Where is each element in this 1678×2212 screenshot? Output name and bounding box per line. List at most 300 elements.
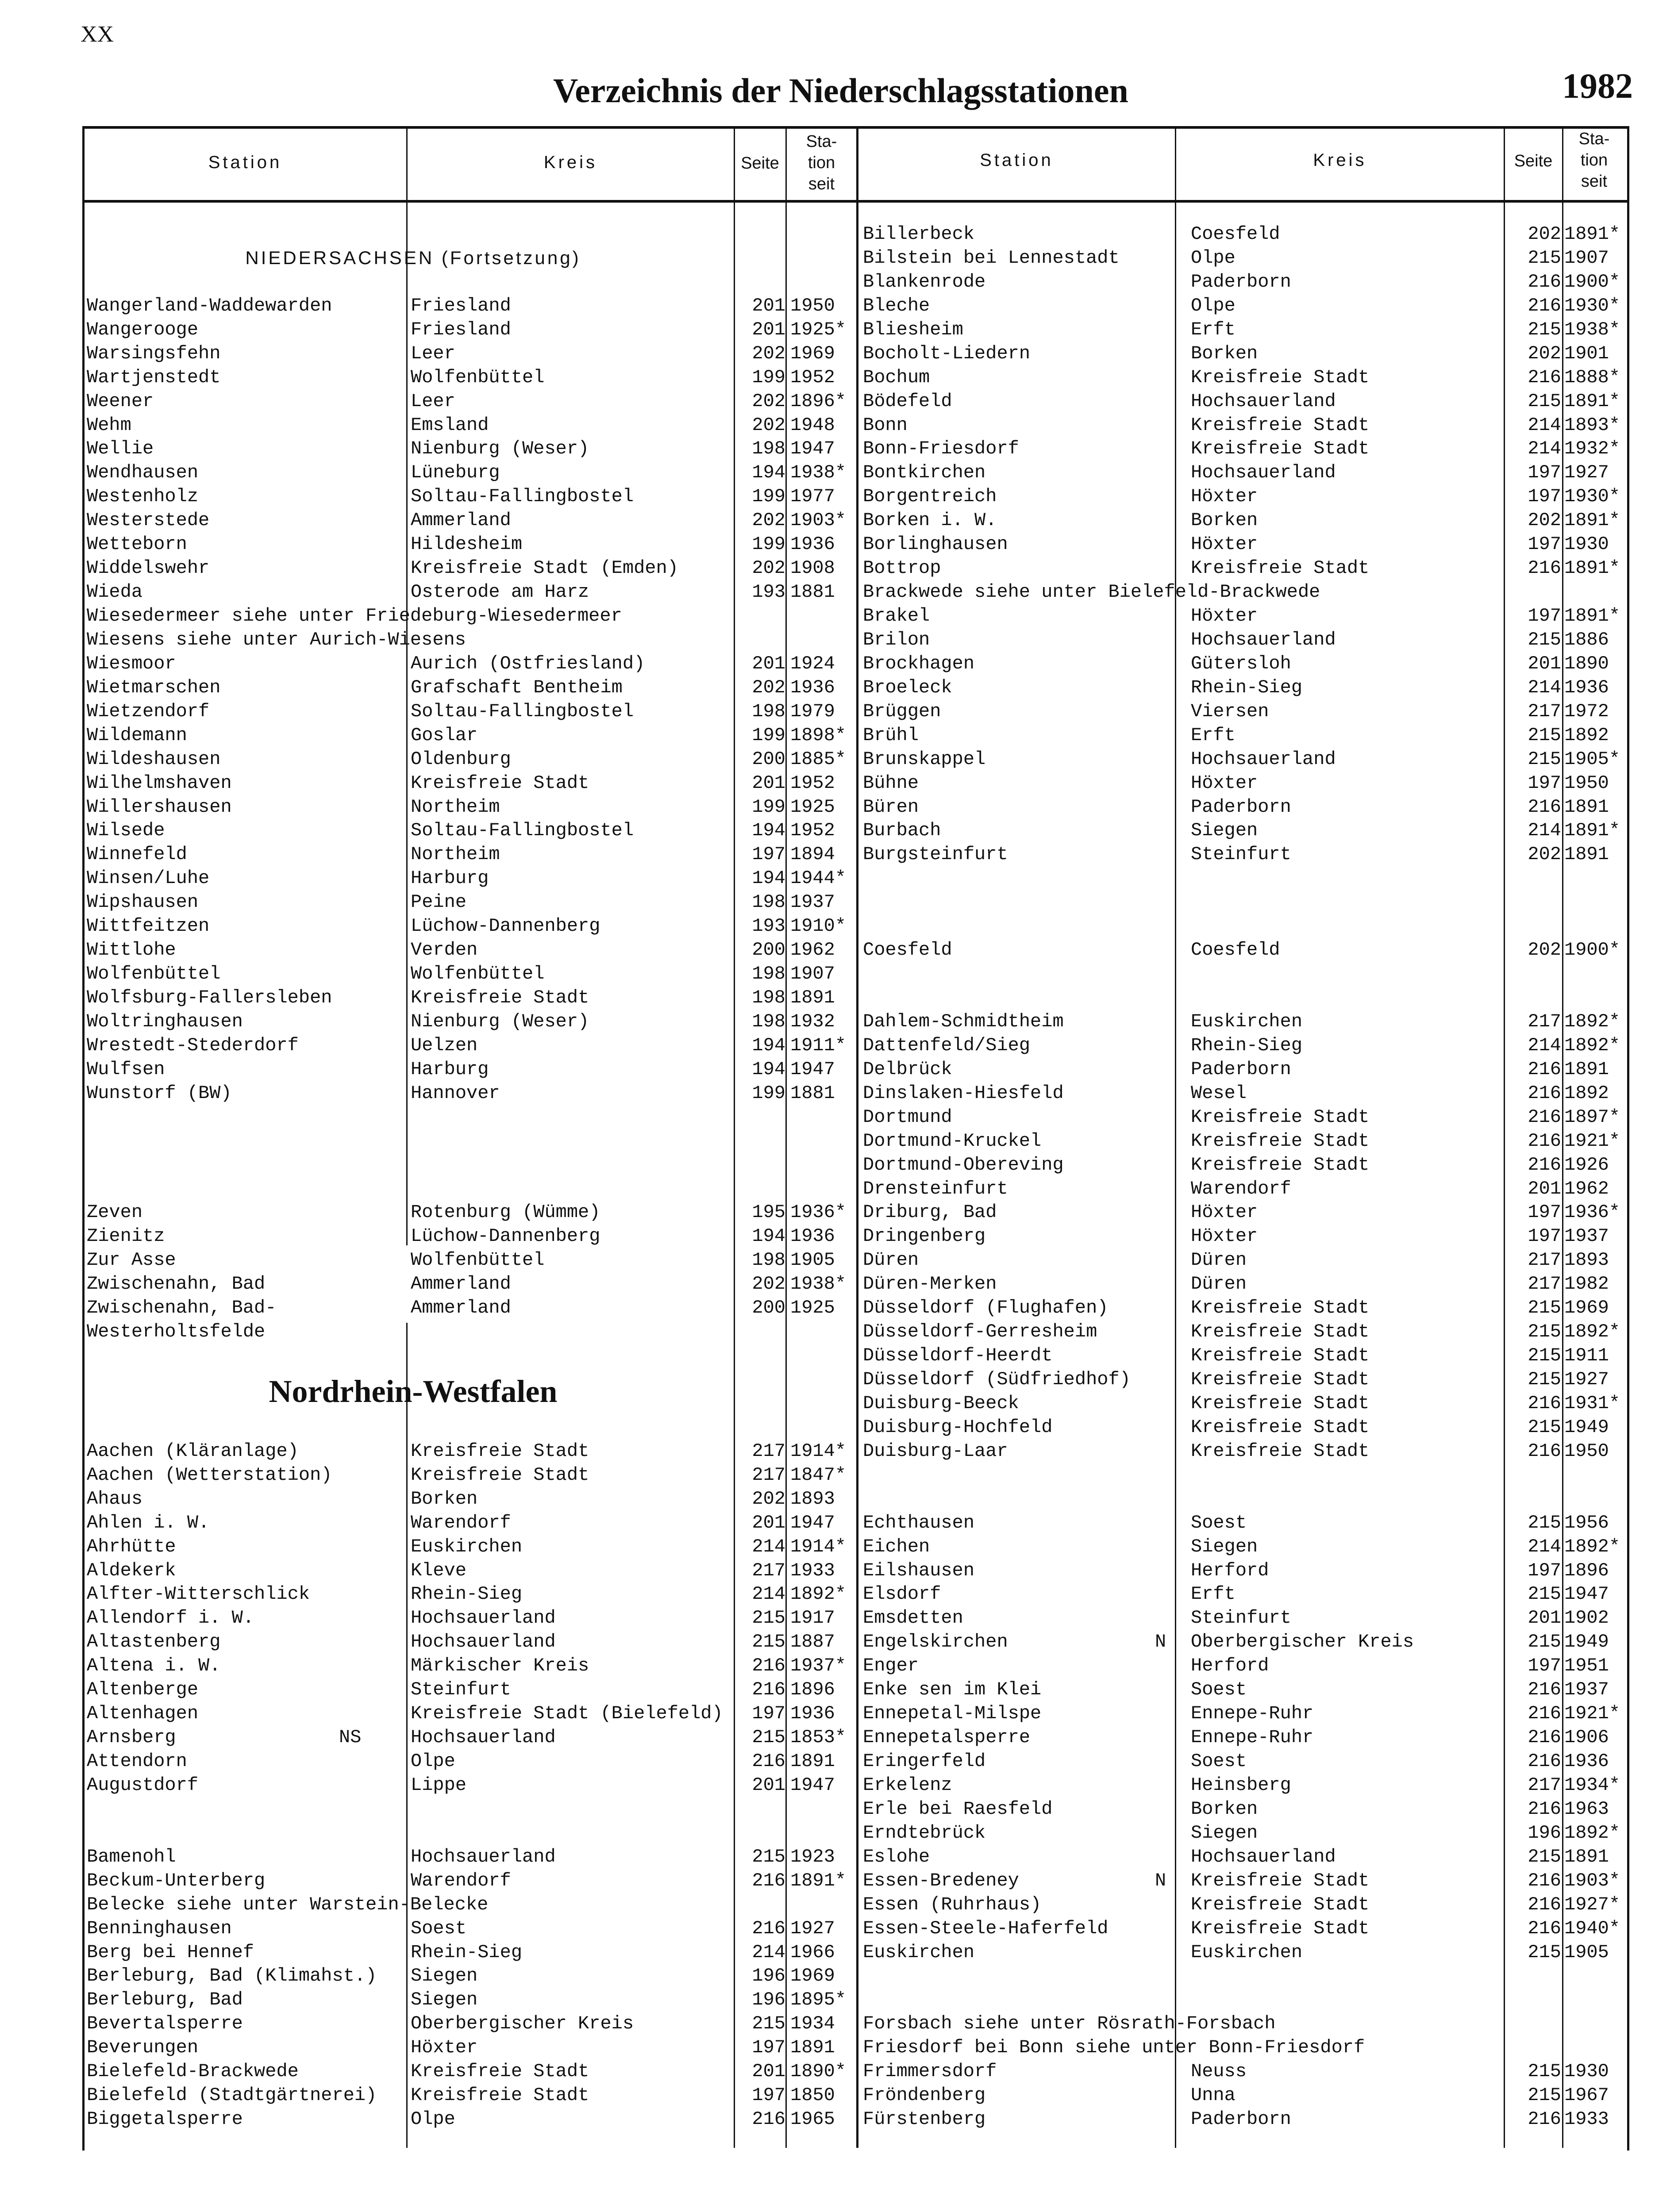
station-name: Düren [863, 1249, 919, 1271]
kreis-name: Kreisfreie Stadt [1191, 1345, 1370, 1367]
table-row [87, 484, 854, 508]
table-row [863, 1439, 1624, 1463]
page-ref: 202 [752, 557, 785, 579]
station-since-year: 1936 [790, 1225, 835, 1247]
page-year: 1982 [1562, 67, 1633, 106]
blank-row [863, 1487, 1624, 1511]
station-name: Wildeshausen [87, 748, 221, 770]
page-ref: 217 [1528, 1010, 1561, 1032]
station-name: Essen (Ruhrhaus) [863, 1893, 1042, 1915]
page-ref: 215 [1528, 319, 1561, 340]
station-since-year: 1891* [1564, 820, 1620, 841]
station-name: Arnsberg [87, 1727, 176, 1748]
station-name: Brüggen [863, 700, 941, 722]
table-row [87, 365, 854, 389]
kreis-name: Kreisfreie Stadt [411, 1440, 589, 1462]
station-name: Berleburg, Bad (Klimahst.) [87, 1965, 377, 1987]
table-row [863, 1224, 1624, 1248]
kreis-name: Hochsauerland [411, 1631, 556, 1653]
table-row [863, 318, 1624, 342]
station-name: Erle bei Raesfeld [863, 1798, 1053, 1820]
page-ref: 215 [1528, 1416, 1561, 1438]
table-row [863, 1200, 1624, 1224]
station-name: Bonn [863, 414, 908, 436]
station-name: Aachen (Wetterstation) [87, 1464, 332, 1486]
kreis-name: Kreisfreie Stadt [411, 987, 589, 1008]
table-row [863, 1033, 1624, 1057]
station-since-year: 1914* [790, 1536, 847, 1557]
page-ref: 201 [1528, 1607, 1561, 1629]
station-name: Wiesmoor [87, 653, 176, 674]
page-ref: 216 [1528, 1917, 1561, 1939]
station-since-year: 1910* [790, 915, 847, 937]
table-row [863, 270, 1624, 294]
station-name: Aldekerk [87, 1559, 176, 1581]
kreis-name: Euskirchen [1191, 1941, 1303, 1963]
station-since-year: 1923 [790, 1846, 835, 1867]
page-ref: 215 [1528, 247, 1561, 269]
station-name: Billerbeck [863, 223, 975, 245]
table-row [87, 938, 854, 962]
page-ref: 196 [752, 1989, 785, 2011]
table-row [87, 699, 854, 723]
table-row [863, 1415, 1624, 1439]
page-ref: 201 [752, 1774, 785, 1796]
table-row [87, 866, 854, 890]
table-row [87, 1224, 854, 1248]
station-name: Wittlohe [87, 939, 176, 961]
table-row [863, 1153, 1624, 1177]
table-row [87, 413, 854, 437]
kreis-name: Steinfurt [411, 1679, 511, 1701]
station-name: Berg bei Hennef [87, 1941, 254, 1963]
station-name: Biggetalsperre [87, 2108, 243, 2130]
table-row [87, 1535, 854, 1559]
station-name: Borgentreich [863, 486, 997, 507]
station-since-year: 1892* [790, 1583, 847, 1605]
kreis-name: Rhein-Sieg [1191, 1034, 1303, 1056]
kreis-name: Kreisfreie Stadt [411, 772, 589, 794]
station-since-year: 1891 [790, 2037, 835, 2058]
station-since-year: 1936 [1564, 1751, 1609, 1772]
page-ref: 202 [752, 390, 785, 412]
station-name: Eslohe [863, 1846, 930, 1867]
station-since-year: 1905 [1564, 1941, 1609, 1963]
page-ref: 197 [1528, 1559, 1561, 1581]
blank-row [87, 270, 854, 294]
page-ref: 198 [752, 1010, 785, 1032]
station-name: Erndtebrück [863, 1822, 986, 1843]
page-ref: 201 [752, 1512, 785, 1533]
table-row [87, 1511, 854, 1535]
station-name: Bödefeld [863, 390, 952, 412]
table-row [863, 1057, 1624, 1081]
table-row [863, 1773, 1624, 1797]
station-since-year: 1926 [1564, 1154, 1609, 1175]
header-seit-line2: tion [1580, 151, 1608, 169]
station-since-year: 1896 [790, 1679, 835, 1701]
kreis-name: Northeim [411, 796, 500, 818]
station-name: Duisburg-Laar [863, 1440, 1008, 1462]
kreis-name: Höxter [1191, 605, 1258, 626]
table-row [87, 1033, 854, 1057]
station-since-year: 1934 [790, 2013, 835, 2035]
station-name: Beckum-Unterberg [87, 1870, 266, 1891]
station-since-year: 1937* [790, 1655, 847, 1677]
page-ref: 197 [1528, 1655, 1561, 1677]
station-name: Bontkirchen [863, 462, 986, 484]
station-name: Brockhagen [863, 653, 975, 674]
page-ref: 216 [1528, 1798, 1561, 1820]
station-since-year: 1892* [1564, 1010, 1620, 1032]
header-seit-line3: seit [1581, 172, 1608, 191]
kreis-name: Soltau-Fallingbostel [411, 700, 634, 722]
page-ref: 217 [1528, 1249, 1561, 1271]
station-since-year: 1972 [1564, 700, 1609, 722]
station-name: Bleche [863, 295, 930, 316]
station-since-year: 1885* [790, 748, 847, 770]
page-ref: 216 [1528, 366, 1561, 388]
kreis-name: Harburg [411, 1058, 489, 1080]
kreis-name: Northeim [411, 844, 500, 865]
table-row [863, 1916, 1624, 1940]
station-name: Wolfsburg-Fallersleben [87, 987, 332, 1008]
station-name: Wehm [87, 414, 131, 436]
station-name: Altenberge [87, 1679, 199, 1701]
page-ref: 214 [1528, 676, 1561, 698]
page-ref: 201 [752, 653, 785, 674]
blank-row [87, 1177, 854, 1201]
station-name: Düren-Merken [863, 1273, 997, 1295]
table-row [863, 2107, 1624, 2131]
header-seit-line3: seit [808, 175, 835, 193]
kreis-name: Gütersloh [1191, 653, 1291, 674]
page-ref: 216 [1528, 1893, 1561, 1915]
table-row [87, 1463, 854, 1487]
station-name: Burbach [863, 820, 941, 841]
kreis-name: Neuss [1191, 2061, 1247, 2082]
station-since-year: 1930 [1564, 2061, 1609, 2082]
blank-row [87, 1129, 854, 1153]
station-name: Dattenfeld/Sieg [863, 1034, 1031, 1056]
station-since-year: 1921* [1564, 1703, 1620, 1724]
station-name: Wolfenbüttel [87, 963, 221, 985]
station-since-year: 1952 [790, 366, 835, 388]
station-name: Wangerland-Waddewarden [87, 295, 332, 316]
kreis-name: Kreisfreie Stadt [1191, 1369, 1370, 1390]
note-mark: N [1155, 1631, 1166, 1653]
station-since-year: 1951 [1564, 1655, 1609, 1677]
page-ref: 197 [752, 2085, 785, 2106]
station-name: Wunstorf (BW) [87, 1082, 232, 1104]
station-since-year: 1850 [790, 2085, 835, 2106]
table-row [863, 938, 1624, 962]
table-row [87, 1869, 854, 1893]
page-ref: 202 [752, 1273, 785, 1295]
station-name: Driburg, Bad [863, 1202, 997, 1223]
kreis-name: Leer [411, 342, 455, 364]
blank-row [863, 1988, 1624, 2012]
table-row [863, 628, 1624, 652]
station-name: Wangerooge [87, 319, 199, 340]
kreis-name: Kleve [411, 1559, 467, 1581]
table-row [87, 842, 854, 866]
table-row [87, 747, 854, 771]
station-since-year: 1936* [1564, 1202, 1620, 1223]
table-row [87, 1057, 854, 1081]
station-name: Erkelenz [863, 1774, 952, 1796]
station-since-year: 1950 [1564, 1440, 1609, 1462]
kreis-name: Düren [1191, 1273, 1247, 1295]
station-name: Widdelswehr [87, 557, 210, 579]
page-ref: 217 [1528, 700, 1561, 722]
kreis-name: Hochsauerland [1191, 390, 1336, 412]
kreis-name: Harburg [411, 868, 489, 889]
station-since-year: 1893 [790, 1488, 835, 1509]
page-ref: 199 [752, 724, 785, 746]
table-row [863, 699, 1624, 723]
page-ref: 202 [752, 342, 785, 364]
table-row [863, 1869, 1624, 1893]
station-since-year: 1896* [790, 390, 847, 412]
blank-row [863, 986, 1624, 1010]
table-row [863, 365, 1624, 389]
kreis-name: Emsland [411, 414, 489, 436]
header-rule [82, 200, 1627, 203]
station-name: Wietzendorf [87, 700, 210, 722]
station-since-year: 1936* [790, 1202, 847, 1223]
station-since-year: 1921* [1564, 1130, 1620, 1152]
page-ref: 215 [1528, 1631, 1561, 1653]
station-name: Westerstede [87, 510, 210, 531]
station-name: Bühne [863, 772, 919, 794]
station-since-year: 1937 [1564, 1679, 1609, 1701]
station-since-year: 1933 [1564, 2108, 1609, 2130]
blank-row [87, 1797, 854, 1821]
table-row [863, 508, 1624, 532]
page-ref: 216 [752, 2108, 785, 2130]
table-row [87, 2012, 854, 2035]
kreis-name: Hochsauerland [1191, 748, 1336, 770]
station-since-year: 1902 [1564, 1607, 1609, 1629]
page-ref: 216 [752, 1917, 785, 1939]
station-name: Ennepetalsperre [863, 1727, 1031, 1748]
station-name: Zienitz [87, 1225, 165, 1247]
page-ref: 202 [1528, 844, 1561, 865]
station-name: Engelskirchen [863, 1631, 1008, 1653]
table-row [863, 1344, 1624, 1367]
station-name: Bliesheim [863, 319, 963, 340]
table-row [87, 1630, 854, 1654]
kreis-name: Kreisfreie Stadt [1191, 557, 1370, 579]
kreis-name: Höxter [1191, 772, 1258, 794]
page-ref: 215 [752, 1727, 785, 1748]
header-kreis-right: Kreis [1313, 150, 1367, 170]
station-name: Westerholtsfelde [87, 1321, 266, 1343]
kreis-name: Paderborn [1191, 1058, 1291, 1080]
station-name: Dortmund-Kruckel [863, 1130, 1042, 1152]
table-row [863, 461, 1624, 484]
page-ref: 215 [1528, 1369, 1561, 1390]
kreis-name: Rhein-Sieg [411, 1941, 523, 1963]
station-since-year: 1892* [1564, 1034, 1620, 1056]
station-since-year: 1893 [1564, 1249, 1609, 1271]
station-name: Wilsede [87, 820, 165, 841]
station-since-year: 1891* [1564, 390, 1620, 412]
page-ref: 202 [1528, 939, 1561, 961]
station-since-year: 1952 [790, 772, 835, 794]
kreis-name: Herford [1191, 1655, 1269, 1677]
right-column-list [863, 222, 1624, 2131]
table-row [87, 532, 854, 556]
station-name: Augustdorf [87, 1774, 199, 1796]
kreis-name: Soest [1191, 1679, 1247, 1701]
station-name: Bottrop [863, 557, 941, 579]
station-name: Attendorn [87, 1751, 187, 1772]
station-name: Berleburg, Bad [87, 1989, 243, 2011]
page-ref: 201 [752, 2061, 785, 2082]
kreis-name: Kreisfreie Stadt [1191, 1130, 1370, 1152]
section-title: Nordrhein-Westfalen [269, 1374, 558, 1409]
kreis-name: Leer [411, 390, 455, 412]
page-ref: 216 [752, 1679, 785, 1701]
kreis-name: Siegen [1191, 820, 1258, 841]
station-name: Bielefeld-Brackwede [87, 2061, 299, 2082]
page-ref: 193 [752, 915, 785, 937]
station-since-year: 1925 [790, 796, 835, 818]
page-ref: 201 [752, 772, 785, 794]
station-name: Eilshausen [863, 1559, 975, 1581]
page-ref: 216 [752, 1655, 785, 1677]
kreis-name: Soltau-Fallingbostel [411, 486, 634, 507]
page-ref: 216 [1528, 1440, 1561, 1462]
page-ref: 215 [1528, 1321, 1561, 1343]
station-since-year: 1930* [1564, 486, 1620, 507]
station-name: Duisburg-Beeck [863, 1392, 1019, 1414]
kreis-name: Kreisfreie Stadt [1191, 414, 1370, 436]
table-row [863, 1749, 1624, 1773]
station-name: Willershausen [87, 796, 232, 818]
station-since-year: 1881 [790, 1082, 835, 1104]
station-name: Alfter-Witterschlick [87, 1583, 310, 1605]
page-ref: 199 [752, 366, 785, 388]
page-ref: 216 [1528, 1679, 1561, 1701]
kreis-name: Borken [1191, 342, 1258, 364]
station-name: Beverungen [87, 2037, 199, 2058]
table-row [87, 1272, 854, 1296]
page-ref: 197 [752, 844, 785, 865]
table-row [87, 890, 854, 914]
station-since-year: 1938* [1564, 319, 1620, 340]
kreis-name: Erft [1191, 724, 1235, 746]
station-since-year: 1891* [1564, 605, 1620, 626]
station-since-year: 1965 [790, 2108, 835, 2130]
table-row [863, 1367, 1624, 1391]
kreis-name: Ennepe-Ruhr [1191, 1727, 1314, 1748]
table-row [863, 1296, 1624, 1320]
kreis-name: Wolfenbüttel [411, 963, 545, 985]
station-name: Ahaus [87, 1488, 143, 1509]
page-ref: 215 [1528, 724, 1561, 746]
page-ref: 196 [752, 1965, 785, 1987]
station-since-year: 1911* [790, 1034, 847, 1056]
station-name: Wartjenstedt [87, 366, 221, 388]
station-since-year: 1895* [790, 1989, 847, 2011]
kreis-name: Goslar [411, 724, 478, 746]
kreis-name: Kreisfreie Stadt [411, 2085, 589, 2106]
station-name: Brunskappel [863, 748, 986, 770]
kreis-name: Friesland [411, 319, 511, 340]
kreis-name: Kreisfreie Stadt [1191, 1106, 1370, 1128]
header-seite-left: Seite [741, 154, 779, 173]
table-row [863, 676, 1624, 699]
page-ref: 198 [752, 1249, 785, 1271]
page-ref: 216 [1528, 295, 1561, 316]
table-row [863, 1845, 1624, 1869]
page-ref: 194 [752, 462, 785, 484]
table-row [863, 1511, 1624, 1535]
station-since-year: 1892* [1564, 1536, 1620, 1557]
kreis-name: Siegen [411, 1965, 478, 1987]
table-row [87, 604, 854, 628]
page-ref: 216 [1528, 557, 1561, 579]
kreis-name: Höxter [1191, 1225, 1258, 1247]
table-row [863, 1606, 1624, 1630]
table-row [87, 508, 854, 532]
kreis-name: Uelzen [411, 1034, 478, 1056]
page-ref: 197 [1528, 1202, 1561, 1223]
table-row [87, 2035, 854, 2059]
page-ref: 202 [1528, 510, 1561, 531]
station-since-year: 1962 [790, 939, 835, 961]
table-row [863, 723, 1624, 747]
station-name: Altastenberg [87, 1631, 221, 1653]
page-ref: 197 [752, 2037, 785, 2058]
station-since-year: 1892* [1564, 1321, 1620, 1343]
station-since-year: 1925* [790, 319, 847, 340]
page-ref: 214 [1528, 820, 1561, 841]
station-name: Emsdetten [863, 1607, 963, 1629]
table-row [863, 1654, 1624, 1678]
station-since-year: 1940* [1564, 1917, 1620, 1939]
header-seit-right [1563, 128, 1625, 192]
page-ref: 216 [1528, 1870, 1561, 1891]
table-row [87, 1487, 854, 1511]
station-name: Bielefeld (Stadtgärtnerei) [87, 2085, 377, 2106]
table-row [87, 795, 854, 819]
note-mark: NS [339, 1727, 362, 1748]
kreis-name: Höxter [1191, 1202, 1258, 1223]
kreis-name: Lüneburg [411, 462, 500, 484]
kreis-name: Kreisfreie Stadt [1191, 1297, 1370, 1319]
kreis-name: Ammerland [411, 510, 511, 531]
table-row [87, 1559, 854, 1582]
page-ref: 215 [1528, 1846, 1561, 1867]
station-since-year: 1853* [790, 1727, 847, 1748]
station-name: Wiesens siehe unter Aurich-Wiesens [87, 629, 466, 650]
page-ref: 198 [752, 963, 785, 985]
kreis-name: Kreisfreie Stadt [1191, 438, 1370, 460]
page-ref: 194 [752, 1034, 785, 1056]
kreis-name: Lüchow-Dannenberg [411, 915, 600, 937]
kreis-name: Heinsberg [1191, 1774, 1291, 1796]
station-name: Wietmarschen [87, 676, 221, 698]
page-ref: 202 [752, 510, 785, 531]
table-row [863, 484, 1624, 508]
station-since-year: 1905 [790, 1249, 835, 1271]
kreis-name: Rhein-Sieg [411, 1583, 523, 1605]
kreis-name: Verden [411, 939, 478, 961]
